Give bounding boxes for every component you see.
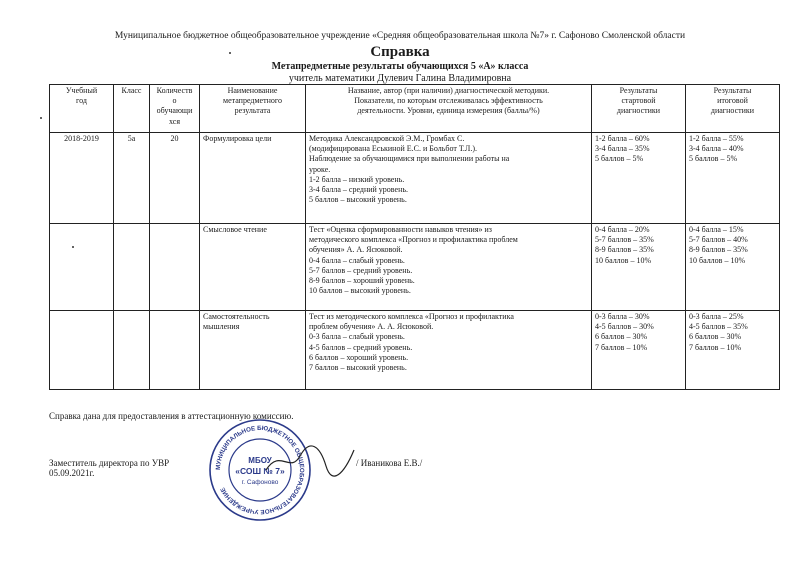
result-name-cell	[200, 133, 306, 224]
cell-text-line: 0-3 балла – слабый уровень.	[309, 332, 405, 342]
cell-text-line: Результаты	[619, 86, 658, 95]
document-title: Справка	[370, 44, 430, 60]
cell-text-line: (модифицирована Еськиной Е.С. и Больбот Т.Л.).	[309, 144, 478, 154]
cell-text-line: 3-4 балла – 40%	[689, 144, 744, 154]
table-row	[50, 133, 780, 224]
cell-text-line: 4-5 баллов – средний уровень.	[309, 342, 413, 352]
cell-text-line: Смысловое чтение	[203, 225, 267, 234]
cell-text-line: стартовой	[621, 96, 656, 106]
results-table	[49, 84, 780, 390]
scan-speck	[72, 246, 74, 248]
cell-text-line: 10 баллов – 10%	[689, 255, 746, 265]
signer-name: / Иваникова Е.В./	[356, 458, 423, 468]
cell-text-line: 1-2 балла – 60%	[595, 134, 650, 143]
cell-text-line: проблем обучения» А. А. Ясюковой.	[309, 322, 434, 332]
cell-text-line: метапредметного	[223, 96, 282, 106]
class-cell	[114, 311, 150, 390]
class-cell: 5а	[114, 133, 150, 224]
cell-text-line: Наименование	[227, 86, 278, 95]
cell-text-line: Самостоятельность	[203, 312, 270, 321]
cell-text-line: 3-4 балла – средний уровень.	[309, 185, 409, 195]
cell-text-line: Учебный	[65, 86, 98, 95]
cell-text-line: Формулировка цели	[203, 134, 272, 143]
column-header	[114, 85, 150, 133]
cell-text-line: 8-9 баллов – 35%	[689, 245, 748, 255]
cell-text-line: 0-3 балла – 30%	[595, 312, 650, 321]
column-header	[306, 85, 592, 133]
start-results-cell	[592, 224, 686, 311]
start-results-cell	[592, 133, 686, 224]
cell-text-line: 6 баллов – 30%	[595, 332, 648, 342]
cell-text-line: Название, автор (при наличии) диагностической методики.	[347, 86, 550, 95]
final-results-cell	[686, 133, 780, 224]
cell-text-line: 7 баллов – 10%	[595, 342, 648, 352]
count-cell	[150, 311, 200, 390]
cell-text-line: Тест из методического комплекса «Прогноз и профилактика	[309, 312, 514, 321]
cell-text-line: 5 баллов – 5%	[689, 154, 738, 164]
stamp-center-line3: г. Сафоново	[241, 479, 279, 486]
cell-text-line: 0-4 балла – 15%	[689, 225, 744, 234]
cell-text-line: 5-7 баллов – средний уровень.	[309, 265, 413, 275]
method-cell	[306, 311, 592, 390]
cell-text-line: обучающи	[156, 106, 193, 116]
column-header	[686, 85, 780, 133]
year-cell: 2018-2019	[50, 133, 114, 224]
table-row	[50, 311, 780, 390]
cell-text-line: мышления	[203, 322, 240, 332]
cell-text-line: 10 баллов – высокий уровень.	[309, 286, 411, 296]
stamp-center-line2: «СОШ № 7»	[235, 466, 285, 476]
cell-text-line: 4-5 баллов – 35%	[689, 322, 748, 332]
start-results-cell	[592, 311, 686, 390]
stamp-center-line1: МБОУ	[248, 456, 272, 465]
year-cell	[50, 224, 114, 311]
cell-text-line: результата	[234, 106, 271, 116]
cell-text-line: хся	[169, 116, 180, 126]
cell-text-line: 0-4 балла – 20%	[595, 225, 650, 234]
cell-text-line: Класс	[121, 86, 142, 95]
cell-text-line: 0-4 балла – слабый уровень.	[309, 255, 405, 265]
cell-text-line: 1-2 балла – низкий уровень.	[309, 174, 405, 184]
final-results-cell	[686, 311, 780, 390]
column-header	[50, 85, 114, 133]
year-cell	[50, 311, 114, 390]
cell-text-line: 6 баллов – 30%	[689, 332, 742, 342]
cell-text-line: 7 баллов – 10%	[689, 342, 742, 352]
organization-header: Муниципальное бюджетное общеобразовательное учреждение «Средняя общеобразовательная школа №7» г. Сафоново Смоленской области	[114, 31, 686, 41]
scan-speck	[229, 52, 231, 54]
cell-text-line: Наблюдение за обучающимися при выполнении работы на	[309, 154, 510, 164]
cell-text-line: год	[76, 96, 87, 106]
cell-text-line: 8-9 баллов – 35%	[595, 245, 654, 255]
count-cell	[150, 224, 200, 311]
cell-text-line: деятельности. Уровни, единица измерения (баллы/%)	[357, 106, 540, 116]
class-cell	[114, 224, 150, 311]
cell-text-line: 8-9 баллов – хороший уровень.	[309, 276, 415, 286]
stamp-ring-text: МУНИЦИПАЛЬНОЕ БЮДЖЕТНОЕ ОБЩЕОБРАЗОВАТЕЛЬНОЕ УЧРЕЖДЕНИЕ	[214, 424, 306, 516]
column-header	[150, 85, 200, 133]
method-cell	[306, 133, 592, 224]
count-cell: 20	[150, 133, 200, 224]
result-name-cell	[200, 311, 306, 390]
cell-text-line: Тест «Оценка сформированности навыков чтения» из	[309, 225, 492, 234]
cell-text-line: 5 баллов – 5%	[595, 154, 644, 164]
cell-text-line: Результаты	[713, 86, 752, 95]
table-row	[50, 224, 780, 311]
cell-text-line: 5-7 баллов – 40%	[689, 235, 748, 245]
cell-text-line: 6 баллов – хороший уровень.	[309, 352, 409, 362]
cell-text-line: 7 баллов – высокий уровень.	[309, 363, 407, 373]
cell-text-line: о	[172, 96, 177, 106]
column-header	[200, 85, 306, 133]
column-header	[592, 85, 686, 133]
cell-text-line: 4-5 баллов – 30%	[595, 322, 654, 332]
cell-text-line: 10 баллов – 10%	[595, 255, 652, 265]
cell-text-line: Методика Александровской Э.М., Громбах С.	[309, 134, 465, 143]
cell-text-line: Показатели, по которым отслеживалась эффективность	[354, 96, 543, 106]
teacher-line: учитель математики Дулевич Галина Владимировна	[288, 73, 512, 84]
cell-text-line: 1-2 балла – 55%	[689, 134, 744, 143]
result-name-cell	[200, 224, 306, 311]
cell-text-line: Количеств	[156, 86, 193, 95]
cell-text-line: методического комплекса «Прогноз и профилактика проблем	[309, 235, 518, 245]
cell-text-line: 5 баллов – высокий уровень.	[309, 195, 407, 205]
footer-note: Справка дана для предоставления в аттестационную комиссию.	[49, 411, 294, 421]
scan-speck	[40, 117, 42, 119]
signature-scribble	[262, 440, 357, 480]
cell-text-line: 5-7 баллов – 35%	[595, 235, 654, 245]
cell-text-line: 3-4 балла – 35%	[595, 144, 650, 154]
cell-text-line: обучения» А. А. Ясюковой.	[309, 245, 403, 255]
cell-text-line: диагностики	[616, 106, 661, 116]
cell-text-line: 0-3 балла – 25%	[689, 312, 744, 321]
signature-date: 05.09.2021г.	[49, 468, 95, 478]
table-header-row	[50, 85, 780, 133]
cell-text-line: уроке.	[309, 164, 331, 174]
cell-text-line: итоговой	[717, 96, 748, 106]
final-results-cell	[686, 224, 780, 311]
signer-role: Заместитель директора по УВР	[49, 458, 170, 468]
method-cell	[306, 224, 592, 311]
cell-text-line: диагностики	[710, 106, 755, 116]
document-subtitle: Метапредметные результаты обучающихся 5 «А» класса	[271, 61, 529, 72]
